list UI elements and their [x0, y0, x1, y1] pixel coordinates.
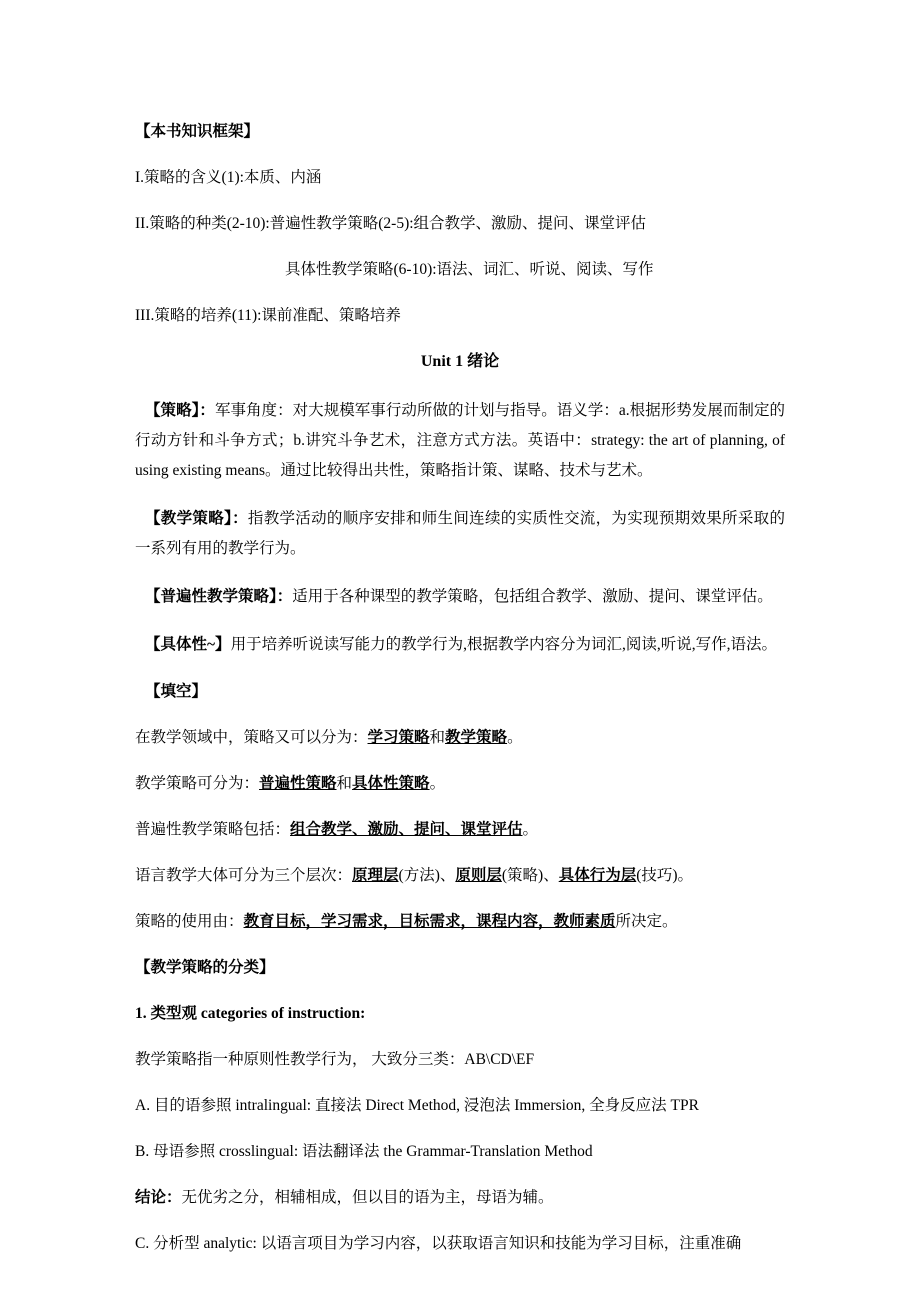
segment-text: 所决定。 — [615, 913, 678, 930]
document-body — [135, 118, 785, 1258]
segment-text: 教学策略可分为： — [135, 775, 260, 792]
classification-subheading: 1. 类型观 categories of instruction: — [135, 1005, 366, 1022]
blank-answer: 教育目标，学习需求，目标需求，课程内容，教师素质 — [243, 913, 616, 930]
segment-text: 。 — [429, 775, 446, 792]
definition-teaching-strategy-body: 指教学活动的顺序安排和师生间连续的实质性交流，为实现预期效果所采取的一系列有用的教学行为。 — [135, 510, 785, 557]
blank-answer: 教学策略 — [445, 729, 508, 746]
segment-text: 在教学领域中，策略又可以分为： — [135, 729, 368, 746]
blank-answer: 普遍性策略 — [259, 775, 337, 792]
conclusion-text: 无优劣之分，相辅相成，但以目的语为主，母语为辅。 — [181, 1189, 554, 1206]
segment-text: 策略的使用由： — [135, 913, 244, 930]
definition-specific-strategy-body: 用于培养听说读写能力的教学行为,根据教学内容分为词汇,阅读,听说,写作,语法。 — [230, 636, 777, 653]
definition-general-strategy-term: 【普遍性教学策略】： — [145, 588, 293, 605]
definition-strategy — [135, 396, 785, 486]
segment-text: 。 — [522, 821, 539, 838]
conclusion-label: 结论： — [135, 1189, 182, 1206]
segment-text: 和 — [336, 775, 353, 792]
blank-answer: 原则层 — [455, 867, 502, 884]
fill-blank-item-2 — [135, 770, 785, 798]
fill-blank-item-5 — [135, 908, 785, 936]
blank-answer: 组合教学、激励、提问、课堂评估 — [290, 821, 523, 838]
classification-line-b: B. 母语参照 crosslingual: 语法翻译法 the Grammar-Translation Method — [135, 1143, 593, 1160]
definition-general-strategy-body: 适用于各种课型的教学策略，包括组合教学、激励、提问、课堂评估。 — [292, 588, 773, 605]
segment-text: 。 — [507, 729, 523, 746]
definition-teaching-strategy-term: 【教学策略】： — [145, 510, 248, 527]
definition-teaching-strategy — [135, 504, 785, 564]
framework-line-1: I.策略的含义(1):本质、内涵 — [135, 169, 322, 186]
fill-blank-item-3 — [135, 816, 785, 844]
framework-heading: 【本书知识框架】 — [135, 123, 260, 140]
blank-answer: 原理层 — [352, 867, 399, 884]
blank-answer: 具体行为层 — [558, 867, 637, 884]
classification-line-c: C. 分析型 analytic: 以语言项目为学习内容，以获取语言知识和技能为学习目标，注重准确 — [135, 1235, 742, 1252]
blank-answer: 具体性策略 — [352, 775, 430, 792]
definition-strategy-body: 军事角度：对大规模军事行动所做的计划与指导。语义学：a.根据形势发展而制定的行动方针和斗争方式；b.讲究斗争艺术，注意方式方法。英语中：strategy: the art of planning, of using existing means。通过比较得出共性，策略指计策、谋略、技术与艺术。 — [135, 402, 785, 479]
framework-line-2: II.策略的种类(2-10):普遍性教学策略(2-5):组合教学、激励、提问、课堂评估 — [135, 215, 647, 232]
fill-blanks-heading: 【填空】 — [145, 683, 208, 700]
segment-text: (技巧)。 — [636, 867, 694, 884]
unit-heading: Unit 1 绪论 — [420, 353, 500, 370]
segment-text: 和 — [429, 729, 446, 746]
classification-conclusion — [135, 1184, 785, 1212]
segment-text: (方法)、 — [398, 867, 456, 884]
framework-line-3: 具体性教学策略(6-10):语法、词汇、听说、阅读、写作 — [285, 261, 654, 278]
definition-specific-strategy-term: 【具体性~】 — [145, 636, 231, 653]
definition-strategy-term: 【策略】： — [145, 402, 215, 419]
fill-blank-item-1 — [135, 724, 785, 752]
classification-line-a: A. 目的语参照 intralingual: 直接法 Direct Method, 浸泡法 Immersion, 全身反应法 TPR — [135, 1097, 699, 1114]
classification-line-intro: 教学策略指一种原则性教学行为， 大致分三类：AB\CD\EF — [135, 1051, 535, 1068]
segment-text: 普遍性教学策略包括： — [135, 821, 291, 838]
definition-specific-strategy — [135, 630, 785, 660]
definition-general-strategy — [135, 582, 785, 612]
segment-text: (策略)、 — [501, 867, 559, 884]
blank-answer: 学习策略 — [367, 729, 430, 746]
fill-blank-item-4 — [135, 862, 785, 890]
segment-text: 语言教学大体可分为三个层次： — [135, 867, 353, 884]
classification-heading: 【教学策略的分类】 — [135, 959, 275, 976]
framework-line-4: III.策略的培养(11):课前准配、策略培养 — [135, 307, 401, 324]
